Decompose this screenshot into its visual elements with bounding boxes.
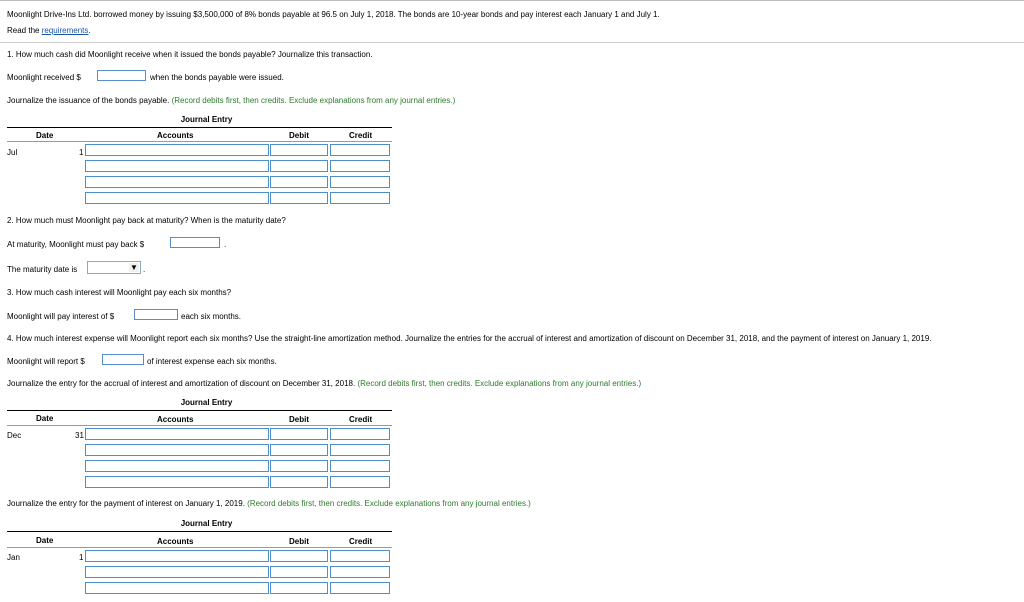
q3-pay-prefix: Moonlight will pay interest of $ — [7, 312, 115, 321]
journal-dec-date-header: Date — [36, 414, 54, 423]
journal-dec-top-rule — [7, 410, 392, 411]
journal-jan-debit-2[interactable] — [270, 566, 328, 578]
q3-pay-suffix: each six months. — [181, 312, 242, 321]
q1-journalize-label: Journalize the issuance of the bonds payable. — [7, 96, 170, 105]
journal-jul-credit-header: Credit — [349, 131, 373, 140]
q4-report-suffix: of interest expense each six months. — [147, 357, 277, 366]
journal-jan-top-rule — [7, 531, 392, 532]
q4-interest-expense-input[interactable] — [102, 354, 144, 365]
q3-interest-input[interactable] — [134, 309, 178, 320]
journal-jul-credit-1[interactable] — [330, 144, 390, 156]
q4-payment-label: Journalize the entry for the payment of interest on January 1, 2019. — [7, 499, 245, 508]
q4-payment-hint: (Record debits first, then credits. Exclude explanations from any journal entries.) — [247, 499, 531, 508]
journal-dec-day: 31 — [75, 431, 84, 440]
journal-dec-credit-1[interactable] — [330, 428, 390, 440]
q2-maturity-suffix: . — [143, 265, 146, 274]
journal-jul-account-3[interactable] — [85, 176, 269, 188]
q2-pay-back-input[interactable] — [170, 237, 220, 248]
journal-dec-account-2[interactable] — [85, 444, 269, 456]
journal-jul-month: Jul — [7, 148, 18, 157]
journal-jul-top-rule — [7, 127, 392, 128]
journal-dec-debit-3[interactable] — [270, 460, 328, 472]
journal-jan-credit-header: Credit — [349, 537, 373, 546]
journal-dec-header-rule — [7, 425, 392, 426]
section-divider — [0, 42, 1024, 43]
chevron-down-icon: ▼ — [130, 263, 138, 272]
journal-jul-credit-2[interactable] — [330, 160, 390, 172]
journal-jan-credit-1[interactable] — [330, 550, 390, 562]
top-border — [0, 0, 1024, 1]
journal-dec-debit-header: Debit — [289, 415, 309, 424]
q1-received-prefix: Moonlight received $ — [7, 73, 81, 82]
journal-dec-debit-1[interactable] — [270, 428, 328, 440]
q4-accrual-hint: (Record debits first, then credits. Exclude explanations from any journal entries.) — [357, 379, 642, 388]
journal-dec-accounts-header: Accounts — [157, 415, 194, 424]
journal-dec-account-3[interactable] — [85, 460, 269, 472]
journal-jul-debit-3[interactable] — [270, 176, 328, 188]
journal-dec-credit-3[interactable] — [330, 460, 390, 472]
journal-entry-title-jan: Journal Entry — [180, 519, 233, 528]
problem-statement: Moonlight Drive-Ins Ltd. borrowed money by issuing $3,500,000 of 8% bonds payable at 96.5 on July 1, 2018. The bonds are 10-year bonds and pay interest each January 1 and July 1. — [7, 10, 660, 19]
read-requirements-line — [7, 26, 91, 35]
journal-dec-account-1[interactable] — [85, 428, 269, 440]
q4-report-prefix: Moonlight will report $ — [7, 357, 85, 366]
journal-jul-debit-1[interactable] — [270, 144, 328, 156]
journal-jan-month: Jan — [7, 553, 20, 562]
journal-jan-date-header: Date — [36, 536, 54, 545]
q2-maturity-date-dropdown[interactable] — [87, 261, 141, 274]
journal-jan-credit-3[interactable] — [330, 582, 390, 594]
journal-jul-debit-2[interactable] — [270, 160, 328, 172]
period-text: . — [88, 26, 91, 35]
journal-jan-account-1[interactable] — [85, 550, 269, 562]
journal-jan-day: 1 — [79, 553, 84, 562]
journal-jan-header-rule — [7, 547, 392, 548]
question-3: 3. How much cash interest will Moonlight pay each six months? — [7, 288, 232, 297]
q4-accrual-instructions — [7, 379, 641, 388]
read-the-text: Read the — [7, 26, 42, 35]
journal-dec-account-4[interactable] — [85, 476, 269, 488]
journal-jan-debit-1[interactable] — [270, 550, 328, 562]
requirements-link[interactable]: requirements — [41, 26, 89, 35]
journal-jan-account-2[interactable] — [85, 566, 269, 578]
q1-cash-received-input[interactable] — [97, 70, 146, 81]
journal-dec-debit-4[interactable] — [270, 476, 328, 488]
q2-maturity-label: The maturity date is — [7, 265, 78, 274]
question-4: 4. How much interest expense will Moonlight report each six months? Use the straight-line amortization method. Journalize the entries for the accrual of interest and amortization of discount on December 31, 2018, and the payment of interest on January 1, 2019. — [7, 334, 932, 343]
journal-jan-account-3[interactable] — [85, 582, 269, 594]
journal-dec-month: Dec — [7, 431, 22, 440]
journal-jul-accounts-header: Accounts — [157, 131, 194, 140]
journal-jan-credit-2[interactable] — [330, 566, 390, 578]
journal-entry-title-dec: Journal Entry — [180, 398, 233, 407]
q2-pay-back-suffix: . — [224, 240, 227, 249]
journal-dec-credit-4[interactable] — [330, 476, 390, 488]
q1-journalize-hint: (Record debits first, then credits. Exclude explanations from any journal entries.) — [171, 96, 456, 105]
q2-pay-back-prefix: At maturity, Moonlight must pay back $ — [7, 240, 145, 249]
journal-jul-date-header: Date — [36, 131, 54, 140]
journal-jul-debit-4[interactable] — [270, 192, 328, 204]
journal-jul-credit-4[interactable] — [330, 192, 390, 204]
q4-accrual-label: Journalize the entry for the accrual of interest and amortization of discount on December 31, 2018. — [7, 379, 356, 388]
question-2: 2. How much must Moonlight pay back at maturity? When is the maturity date? — [7, 216, 286, 225]
journal-jan-debit-3[interactable] — [270, 582, 328, 594]
journal-jul-header-rule — [7, 141, 392, 142]
journal-jan-debit-header: Debit — [289, 537, 309, 546]
journal-jul-day: 1 — [79, 148, 84, 157]
journal-jul-debit-header: Debit — [289, 131, 309, 140]
q1-received-suffix: when the bonds payable were issued. — [150, 73, 284, 82]
journal-dec-credit-2[interactable] — [330, 444, 390, 456]
journal-jul-account-4[interactable] — [85, 192, 269, 204]
journal-jul-credit-3[interactable] — [330, 176, 390, 188]
journal-dec-credit-header: Credit — [349, 415, 373, 424]
journal-jul-account-2[interactable] — [85, 160, 269, 172]
journal-jul-account-1[interactable] — [85, 144, 269, 156]
question-1: 1. How much cash did Moonlight receive when it issued the bonds payable? Journalize this transaction. — [7, 50, 373, 59]
q4-payment-instructions — [7, 499, 531, 508]
q1-journalize-instructions — [7, 96, 455, 105]
journal-entry-title-jul: Journal Entry — [180, 115, 233, 124]
journal-dec-debit-2[interactable] — [270, 444, 328, 456]
journal-jan-accounts-header: Accounts — [157, 537, 194, 546]
